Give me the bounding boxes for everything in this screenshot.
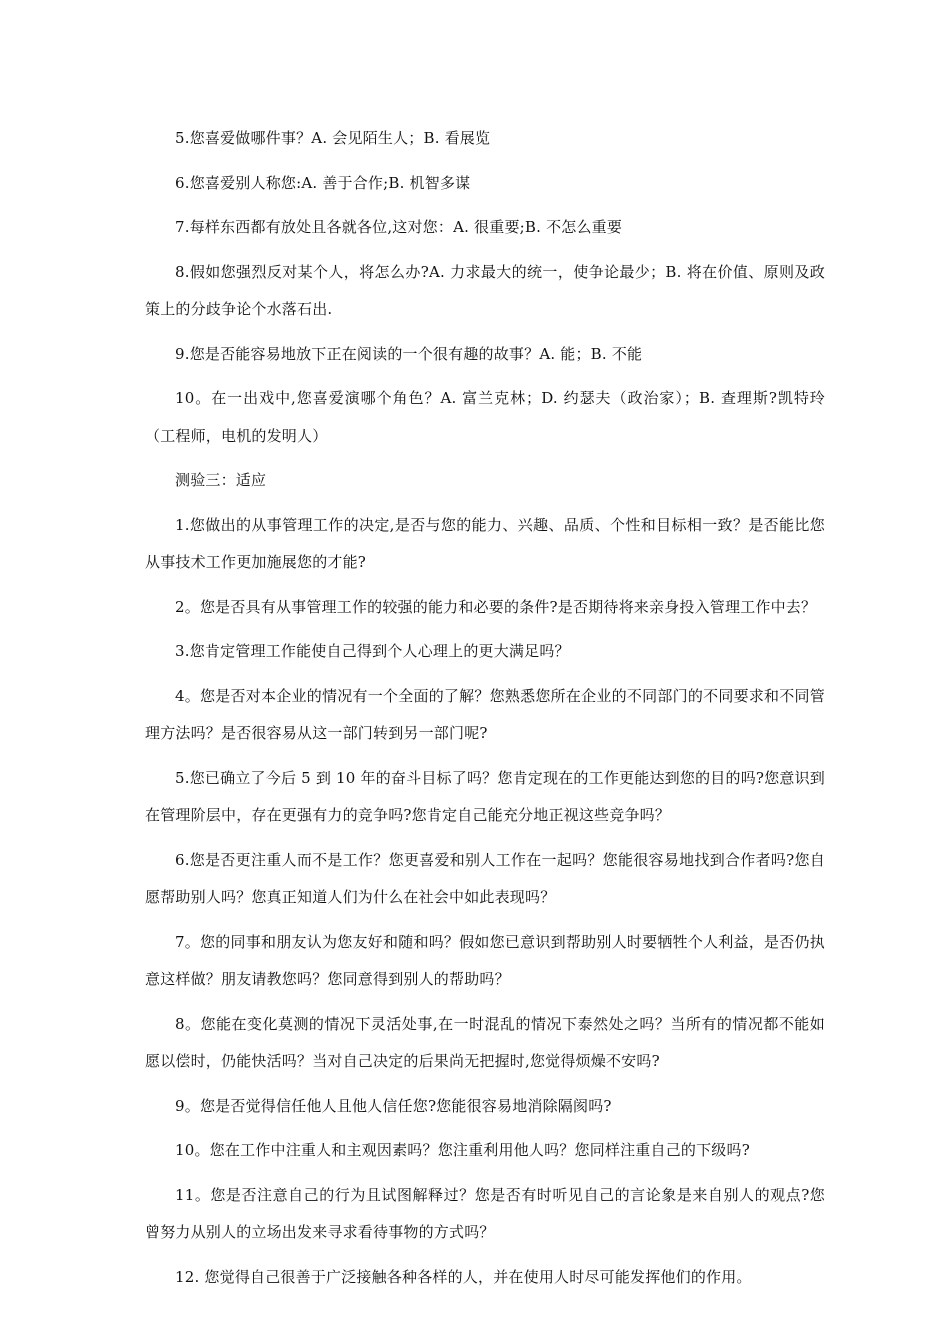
adapt-question-4: 4。您是否对本企业的情况有一个全面的了解？您熟悉您所在企业的不同部门的不同要求和不同管理方法吗？是否很容易从这一部门转到另一部门呢? <box>145 686 825 742</box>
question-6: 6.您喜爱别人称您:A. 善于合作;B. 机智多谋 <box>175 173 471 192</box>
adapt-question-10: 10。您在工作中注重人和主观因素吗？您注重利用他人吗？您同样注重自己的下级吗? <box>175 1141 750 1159</box>
adapt-question-11: 11。您是否注意自己的行为且试图解释过？您是否有时听见自己的言论象是来自别人的观点?您曾努力从别人的立场出发来寻求看待事物的方式吗？ <box>145 1185 825 1241</box>
section-heading: 测验三：适应 <box>175 471 267 489</box>
adapt-question-9: 9。您是否觉得信任他人且他人信任您?您能很容易地消除隔阂吗? <box>175 1096 612 1115</box>
question-9: 9.您是否能容易地放下正在阅读的一个很有趣的故事？A. 能；B. 不能 <box>175 344 643 363</box>
adapt-question-3: 3.您肯定管理工作能使自己得到个人心理上的更大满足吗？ <box>175 642 570 660</box>
adapt-question-2: 2。您是否具有从事管理工作的较强的能力和必要的条件?是否期待将来亲身投入管理工作中去？ <box>175 597 817 616</box>
question-5: 5.您喜爱做哪件事？A. 会见陌生人；B. 看展览 <box>175 129 491 147</box>
document-body <box>145 120 825 1303</box>
adapt-question-7: 7。您的同事和朋友认为您友好和随和吗？假如您已意识到帮助别人时要牺牲个人利益，是否仍执意这样做？朋友请教您吗？您同意得到别人的帮助吗？ <box>145 932 825 988</box>
question-10: 10。在一出戏中,您喜爱演哪个角色？A. 富兰克林；D. 约瑟夫（政治家）；B. 查理斯?凯特玲（工程师，电机的发明人） <box>145 389 825 445</box>
adapt-question-5: 5.您已确立了今后 5 到 10 年的奋斗目标了吗？您肯定现在的工作更能达到您的目的吗?您意识到在管理阶层中，存在更强有力的竞争吗?您肯定自己能充分地正视这些竞争吗？ <box>145 768 825 824</box>
adapt-question-8: 8。您能在变化莫测的情况下灵活处事,在一时混乱的情况下泰然处之吗？当所有的情况都不能如愿以偿时，仍能快活吗？当对自己决定的后果尚无把握时,您觉得烦燥不安吗? <box>145 1014 825 1070</box>
question-7: 7.每样东西都有放处且各就各位,这对您：A. 很重要;B. 不怎么重要 <box>175 218 623 236</box>
question-8: 8.假如您强烈反对某个人，将怎么办?A. 力求最大的统一，使争论最少；B. 将在价值、原则及政策上的分歧争论个水落石出. <box>145 262 825 318</box>
adapt-question-1: 1.您做出的从事管理工作的决定,是否与您的能力、兴趣、品质、个性和目标相一致？是否能比您从事技术工作更加施展您的才能? <box>145 515 825 571</box>
adapt-question-12: 12. 您觉得自己很善于广泛接触各种各样的人，并在使用人时尽可能发挥他们的作用。 <box>175 1267 752 1286</box>
adapt-question-6: 6.您是否更注重人而不是工作？您更喜爱和别人工作在一起吗？您能很容易地找到合作者吗?您自愿帮助别人吗？您真正知道人们为什么在社会中如此表现吗？ <box>145 850 825 906</box>
